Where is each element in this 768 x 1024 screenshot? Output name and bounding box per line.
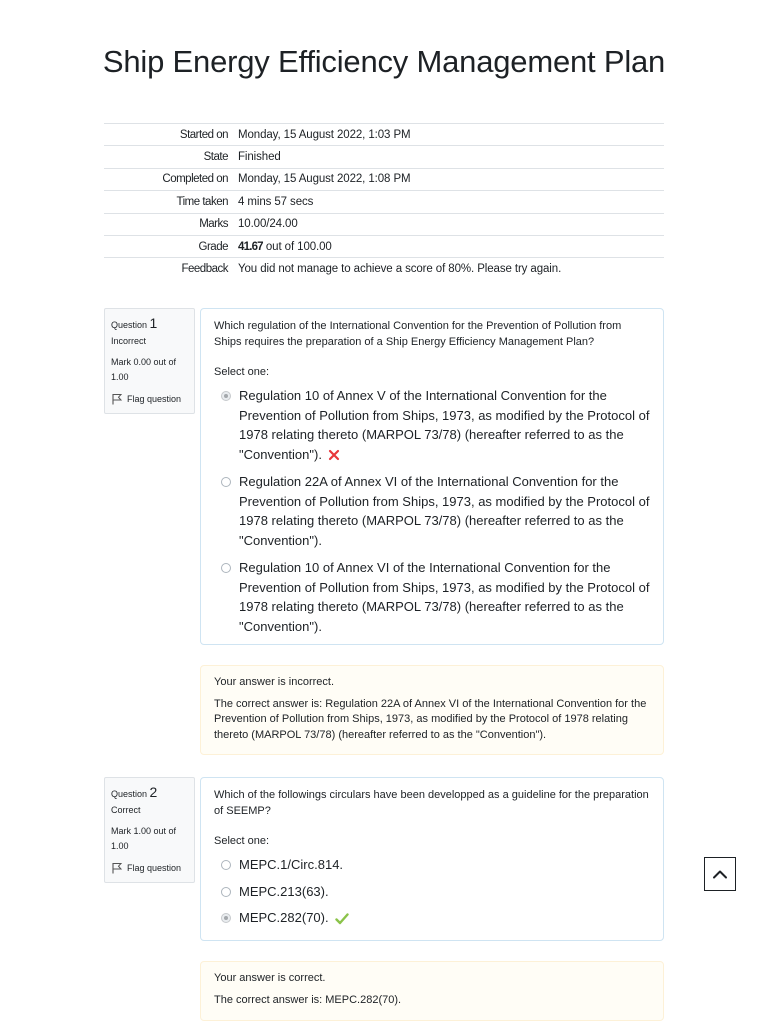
flag-question-label: Flag question xyxy=(127,863,182,873)
flag-icon xyxy=(111,393,123,405)
flag-question-button[interactable] xyxy=(111,862,188,874)
chevron-up-icon xyxy=(712,868,728,880)
grade-value: 41.67 xyxy=(238,240,263,253)
question-number-value: 2 xyxy=(149,784,158,800)
answer-option-label: Regulation 22A of Annex VI of the International Convention for the Prevention of Pollution from Ships, 1973, as modified by the Protocol of 1978 relating thereto (MARPOL 73/78) (hereafter referred to as the "Convention"). xyxy=(239,474,650,548)
page-title: Ship Energy Efficiency Management Plan xyxy=(102,44,666,79)
summary-value: Monday, 15 August 2022, 1:08 PM xyxy=(238,173,411,186)
flag-question-button[interactable] xyxy=(111,393,188,405)
question-number-value: 1 xyxy=(149,315,158,331)
summary-row-marks xyxy=(104,213,664,235)
summary-label: Completed on xyxy=(162,173,228,186)
question-mark: Mark 0.00 out of 1.00 xyxy=(111,357,177,382)
question-2-content xyxy=(200,777,664,941)
question-mark: Mark 1.00 out of 1.00 xyxy=(111,826,177,851)
summary-label: Time taken xyxy=(176,195,228,208)
check-icon xyxy=(335,913,349,925)
option-text: MEPC.282(70). xyxy=(239,910,329,925)
radio-button-checked[interactable] xyxy=(221,913,231,923)
attempt-summary-table xyxy=(104,123,664,280)
summary-value: Monday, 15 August 2022, 1:03 PM xyxy=(238,128,411,141)
question-state: Correct xyxy=(111,805,141,815)
answer-result-text: Your answer is incorrect. xyxy=(214,676,335,688)
summary-row-started xyxy=(104,124,664,146)
answer-option-b[interactable] xyxy=(214,882,650,902)
answer-option-label: MEPC.213(63). xyxy=(239,883,329,899)
select-one-prompt: Select one: xyxy=(214,366,270,378)
question-word: Question xyxy=(111,320,150,330)
question-info-2 xyxy=(104,777,195,883)
answer-options xyxy=(214,855,650,928)
summary-row-completed xyxy=(104,168,664,190)
summary-value: 4 mins 57 secs xyxy=(238,195,314,208)
question-text: Which of the followings circulars have been developped as a guideline for the preparation of SEEMP? xyxy=(214,789,649,817)
radio-button[interactable] xyxy=(221,860,231,870)
summary-value xyxy=(238,235,664,257)
answer-option-a[interactable] xyxy=(214,855,650,875)
question-number xyxy=(111,315,188,331)
question-number xyxy=(111,784,188,800)
summary-value: You did not manage to achieve a score of 80%. Please try again. xyxy=(238,263,562,276)
summary-label: Started on xyxy=(179,128,228,141)
answer-result-text: Your answer is correct. xyxy=(214,972,326,984)
summary-row-grade xyxy=(104,235,664,257)
question-1-feedback xyxy=(200,665,664,755)
answer-options xyxy=(214,386,650,636)
back-to-top-button[interactable] xyxy=(704,857,736,891)
answer-option-label: Regulation 10 of Annex VI of the International Convention for the Prevention of Pollution from Ships, 1973, as modified by the Protocol of 1978 relating thereto (MARPOL 73/78) (hereafter referred to as the "Convention"). xyxy=(239,560,650,634)
grade-out-of: out of 100.00 xyxy=(262,240,332,253)
question-word: Question xyxy=(111,789,150,799)
summary-row-feedback xyxy=(104,258,664,280)
summary-value: Finished xyxy=(238,151,281,164)
summary-row-time-taken xyxy=(104,191,664,213)
answer-option-b[interactable] xyxy=(214,472,650,550)
summary-label: Grade xyxy=(198,240,228,253)
answer-option-label xyxy=(239,908,349,928)
summary-value: 10.00/24.00 xyxy=(238,218,298,231)
question-info-1 xyxy=(104,308,195,414)
radio-button[interactable] xyxy=(221,477,231,487)
cross-icon xyxy=(328,449,340,461)
summary-label: Feedback xyxy=(181,263,228,276)
flag-question-label: Flag question xyxy=(127,394,182,404)
answer-option-c[interactable] xyxy=(214,558,650,636)
question-text: Which regulation of the International Convention for the Prevention of Pollution from Ships requires the preparation of a Ship Energy Efficiency Management Plan? xyxy=(214,320,622,348)
summary-label: Marks xyxy=(199,218,228,231)
correct-answer-text: The correct answer is: Regulation 22A of Annex VI of the International Convention for the Prevention of Pollution from Ships, 1973, as modified by the Protocol of 1978 relating thereto (MARPOL 73/78) (hereafter referred to as the "Convention"). xyxy=(214,697,647,741)
flag-icon xyxy=(111,862,123,874)
select-one-prompt: Select one: xyxy=(214,835,270,847)
question-1-content xyxy=(200,308,664,645)
radio-button[interactable] xyxy=(221,563,231,573)
answer-option-label xyxy=(239,386,650,464)
question-state: Incorrect xyxy=(111,336,147,346)
summary-label: State xyxy=(203,151,228,164)
summary-row-state xyxy=(104,146,664,168)
radio-button[interactable] xyxy=(221,887,231,897)
answer-option-label: MEPC.1/Circ.814. xyxy=(239,857,344,872)
question-2-feedback xyxy=(200,961,664,1021)
radio-button-checked[interactable] xyxy=(221,391,231,401)
correct-answer-text: The correct answer is: MEPC.282(70). xyxy=(214,993,402,1006)
answer-option-c[interactable] xyxy=(214,908,650,928)
answer-option-a[interactable] xyxy=(214,386,650,464)
option-text: Regulation 10 of Annex V of the International Convention for the Prevention of Pollution from Ships, 1973, as modified by the Protocol of 1978 relating thereto (MARPOL 73/78) (hereafter referred to as the "Convention"). xyxy=(239,388,650,462)
